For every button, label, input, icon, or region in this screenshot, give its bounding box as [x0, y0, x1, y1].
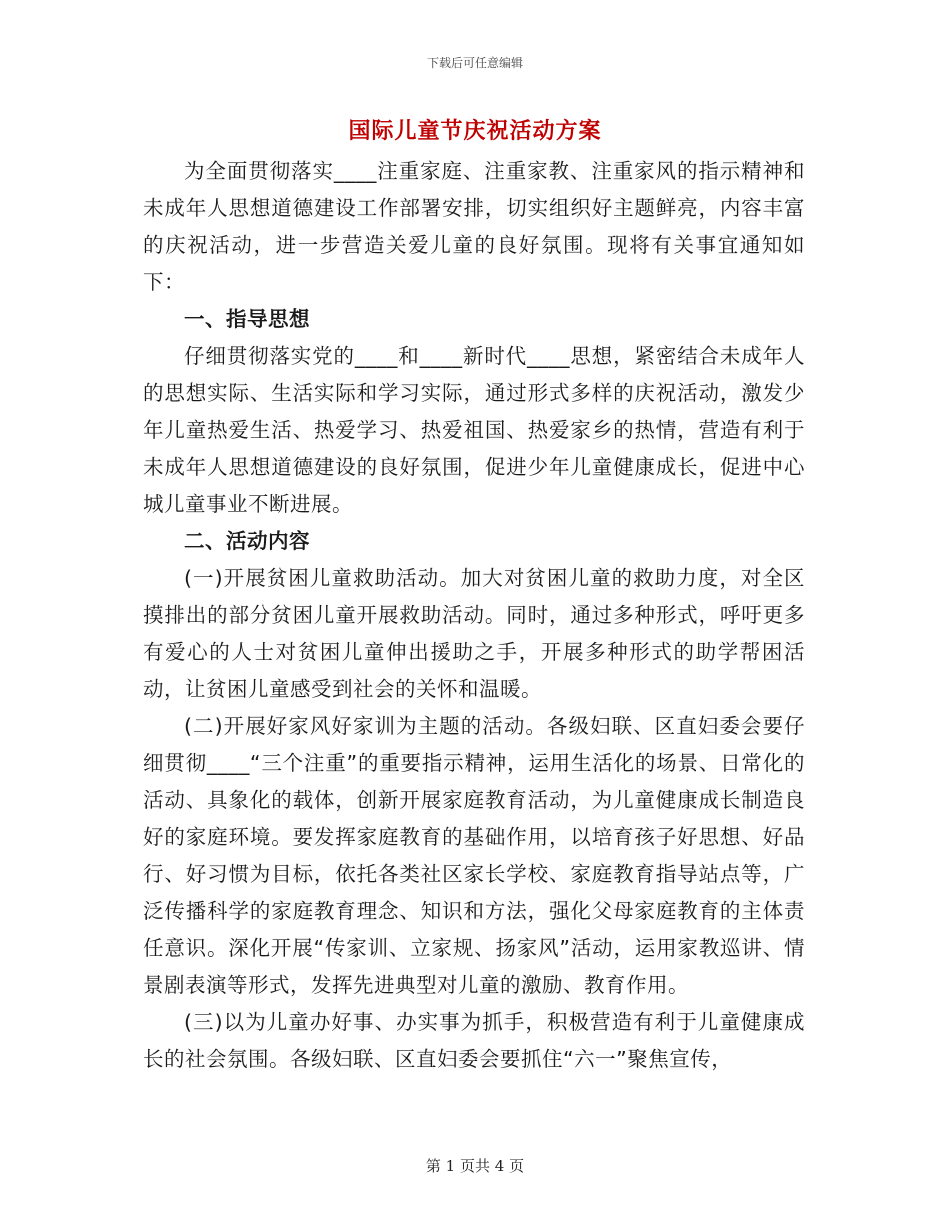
section-heading-guiding-thought: 一、指导思想: [184, 307, 310, 331]
section-paragraph: 仔细贯彻落实党的____和____新时代____思想，紧密结合未成年人的思想实际、生活实际和学习实际，通过形式多样的庆祝活动，激发少年儿童热爱生活、热爱学习、热爱祖国、热爱家乡的热情，营造有利于未成年人思想道德建设的良好氛围，促进少年儿童健康成长，促进中心城儿童事业不断进展。: [143, 344, 805, 516]
section-paragraph: (一)开展贫困儿童救助活动。加大对贫困儿童的救助力度，对全区摸排出的部分贫困儿童开展救助活动。同时，通过多种形式，呼吁更多有爱心的人士对贫困儿童伸出援助之手，开展多种形式的助学帮困活动，让贫困儿童感受到社会的关怀和温暖。: [143, 566, 805, 701]
page-number-footer: 第 1 页共 4 页: [425, 1157, 525, 1175]
section-paragraph: (二)开展好家风好家训为主题的活动。各级妇联、区直妇委会要仔细贯彻____“三个注重”的重要指示精神，运用生活化的场景、日常化的活动、具象化的载体，创新开展家庭教育活动，为儿童健康成长制造良好的家庭环境。要发挥家庭教育的基础作用，以培育孩子好思想、好品行、好习惯为目标，依托各类社区家长学校、家庭教育指导站点等，广泛传播科学的家庭教育理念、知识和方法，强化父母家庭教育的主体责任意识。深化开展“传家训、立家规、扬家风”活动，运用家教巡讲、情景剧表演等形式，发挥先进典型对儿童的激励、教育作用。: [143, 714, 805, 997]
section-paragraph: (三)以为儿童办好事、办实事为抓手，积极营造有利于儿童健康成长的社会氛围。各级妇联、区直妇委会要抓住“六一”聚焦宣传，: [143, 1010, 805, 1071]
section-heading-activity-content: 二、活动内容: [184, 529, 310, 553]
intro-paragraph: 为全面贯彻落实____注重家庭、注重家教、注重家风的指示精神和未成年人思想道德建设工作部署安排，切实组织好主题鲜亮，内容丰富的庆祝活动，进一步营造关爱儿童的良好氛围。现将有关事宜通知如下：: [143, 159, 805, 294]
page-header: 下载后可任意编辑: [426, 56, 523, 70]
document-body: [143, 153, 805, 1078]
document-title: 国际儿童节庆祝活动方案: [348, 119, 602, 144]
